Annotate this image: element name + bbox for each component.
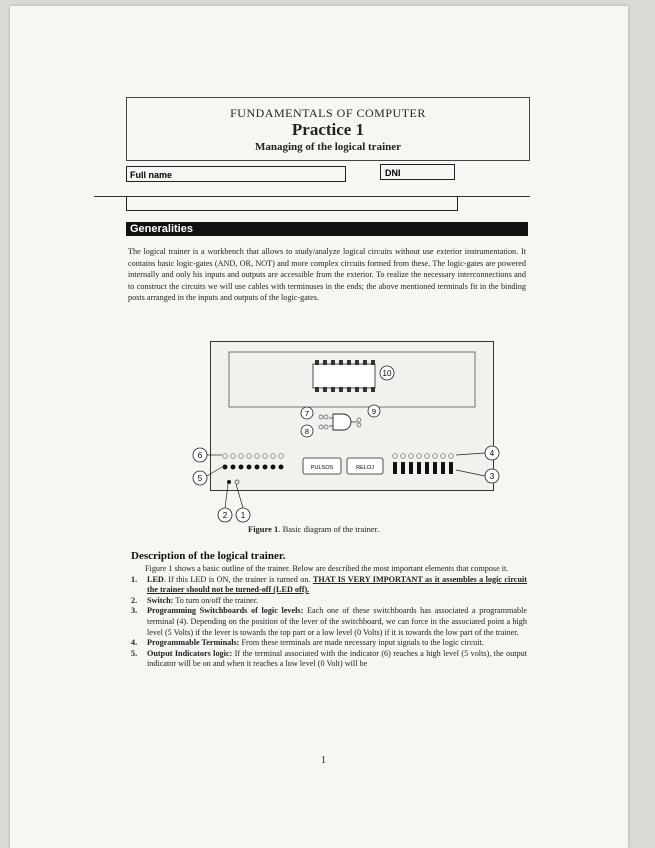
section-title: Generalities	[130, 223, 193, 235]
figure-caption	[248, 524, 548, 534]
list-item: 5. Output Indicators logic: If the terminal associated with the indicator (6) reaches a high level (5 volts), the output indicator will be on and when it reaches a low level (0 Volt) will be	[131, 648, 527, 669]
callout-6-ext-label: 6	[197, 451, 203, 460]
reloj-label: RELOJ	[356, 465, 374, 471]
callout-10-label: 10	[382, 369, 392, 378]
callout-1-ext-label: 1	[240, 511, 246, 520]
description-body	[131, 564, 527, 670]
callout-4-ext-label: 4	[489, 449, 495, 458]
practice-title: Practice 1	[291, 120, 365, 139]
generalities-paragraph: The logical trainer is a workbench that allows to study/analyze logical circuits without use exterior instrumentation. It contains basic logic-gates (AND, OR, NOT) and more complex circuits formed from these. The logic-gates are powered internally and only his inputs and outputs are accessible from the exterior. To realize the necessary interconnections and to construct the circuits we will use cables with terminuses in the ends; the above mentioned terminals fit in the binding posts arranged in the inputs and outputs of the logic-gates.	[128, 247, 526, 302]
description-title: Description of the logical trainer.	[131, 550, 286, 562]
callout-3-ext-label: 3	[489, 472, 495, 481]
callout-9-label: 9	[371, 407, 377, 416]
pulsos-label: PULSOS	[310, 465, 334, 471]
list-item: 3. Programming Switchboards of logic levels: Each one of these switchboards has associated a programmable terminal (4). Depending on the position of the lever of the switchboard, we can force in the associated point a high level (5 Volts) if the lever is towards the top part or a low level (0 Volts) if it is towards the low part of the trainer.	[131, 606, 528, 637]
description-intro: Figure 1 shows a basic outline of the trainer. Below are described the most important elements that compose it.	[145, 564, 509, 573]
list-item: 1. LED. If this LED is ON, the trainer is turned on. THAT IS VERY IMPORTANT as it assembles a logic circuit the trainer should not be turned-off (LED off).	[131, 574, 527, 595]
list-item: 4. Programmable Terminals: From these terminals are made necessary input signals to the logic circuit.	[131, 638, 484, 648]
callout-8-label: 8	[304, 427, 310, 436]
warning-text: THAT IS VERY IMPORTANT as it assembles a logic circuit the trainer should not be turned-off (LED off).	[147, 574, 527, 595]
callout-7-label: 7	[304, 409, 310, 418]
practice-subtitle: Managing of the logical trainer	[254, 141, 402, 153]
figure-caption-label: Figure 1	[248, 524, 279, 534]
course-title: FUNDAMENTALS OF COMPUTER	[230, 106, 426, 120]
full-name-label: Full name	[130, 170, 173, 180]
dni-label: DNI	[385, 168, 401, 178]
callout-5-ext-label: 5	[197, 474, 203, 483]
figure-caption-text: . Basic diagram of the trainer.	[278, 524, 380, 534]
page-number: 1	[321, 755, 326, 766]
callout-2-ext-label: 2	[222, 511, 228, 520]
list-item: 2. Switch: To turn on/off the trainer.	[131, 595, 259, 605]
